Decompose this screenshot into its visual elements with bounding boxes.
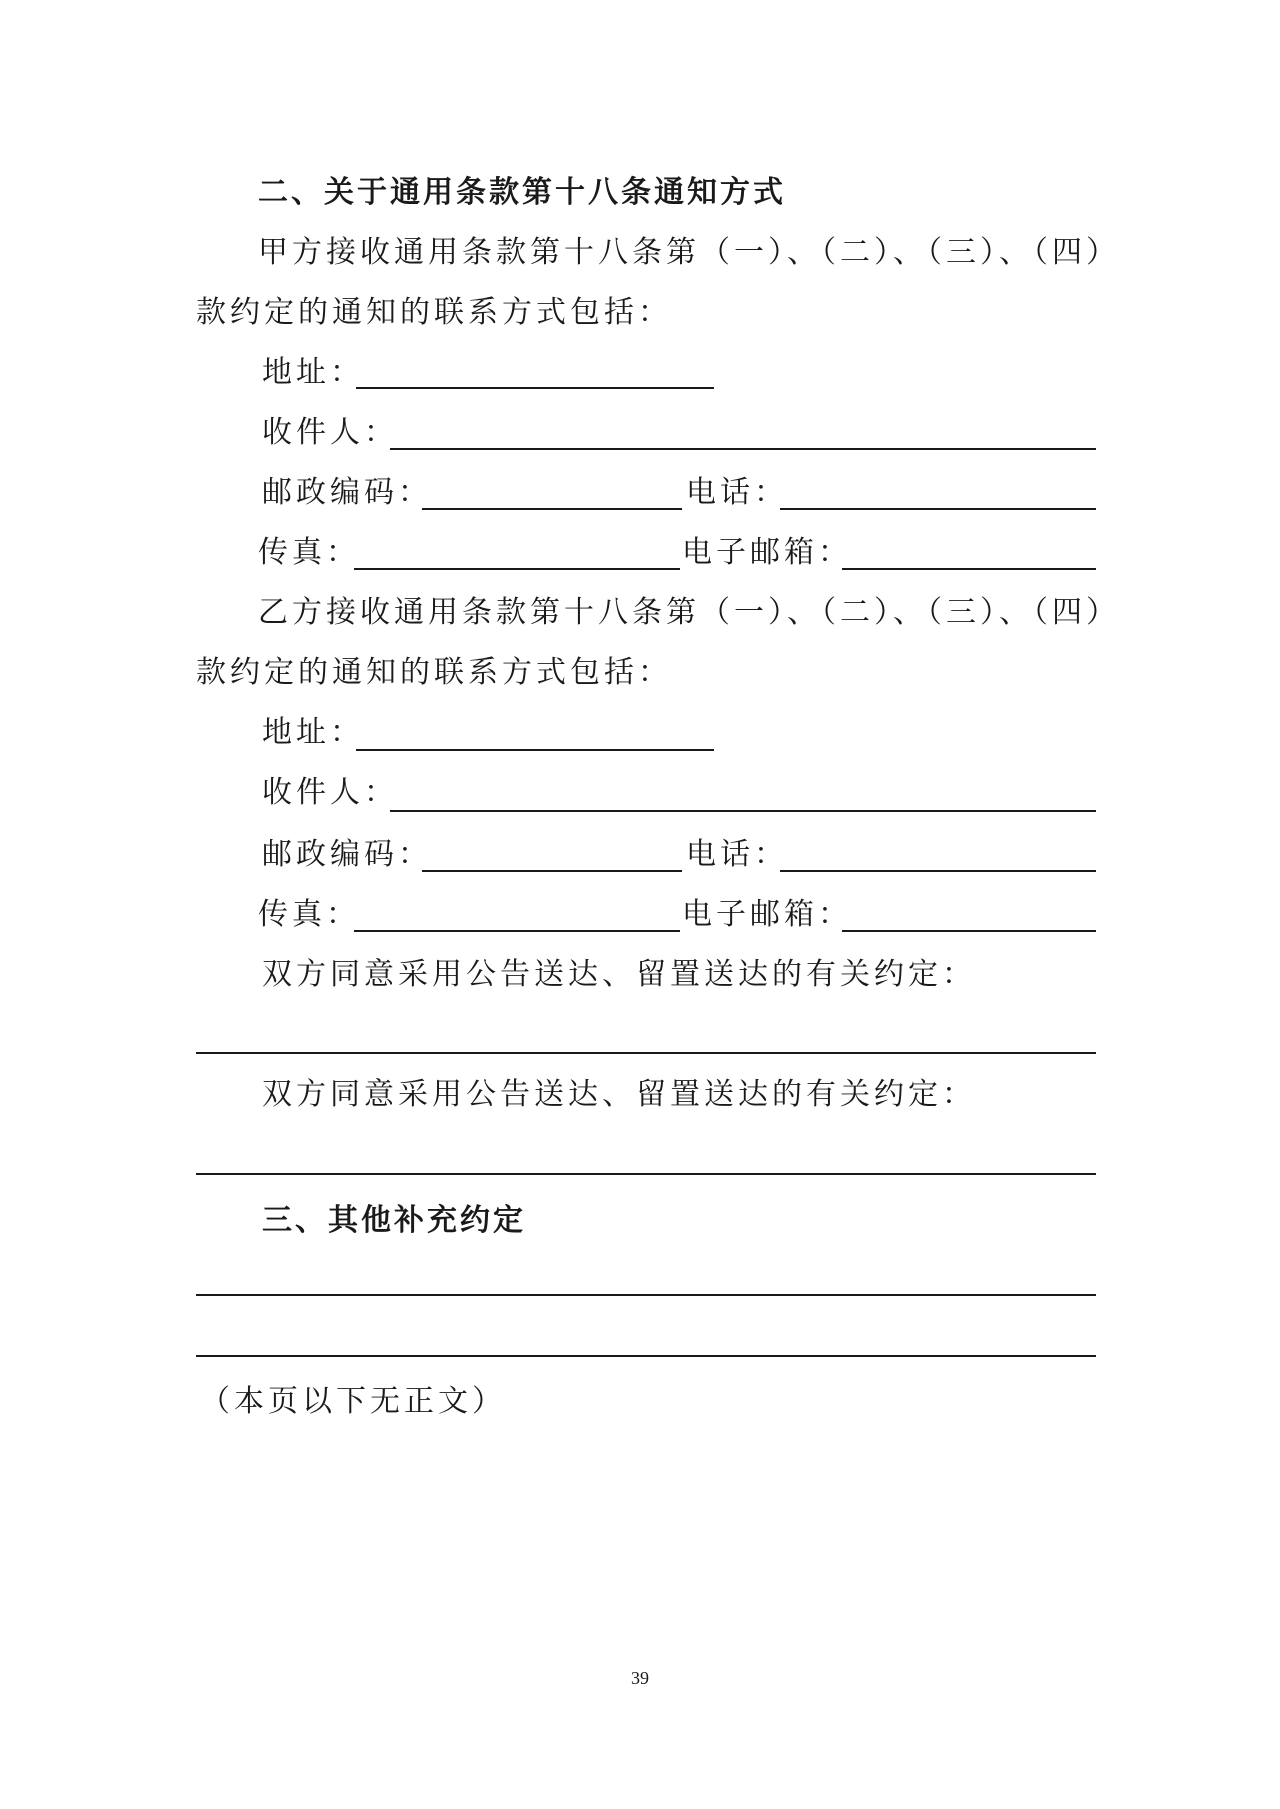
party-a-fax-label: 传真： <box>258 535 360 570</box>
party-a-recipient-field[interactable] <box>390 448 1096 450</box>
party-b-fax-field[interactable] <box>354 930 680 932</box>
party-b-phone-field[interactable] <box>780 870 1096 872</box>
party-b-recipient-field[interactable] <box>390 810 1096 812</box>
party-a-intro-line1: 甲方接收通用条款第十八条第（一）、（二）、（三）、（四） <box>258 235 1120 270</box>
section-heading: 三、其他补充约定 <box>262 1203 526 1238</box>
end-note: （本页以下无正文） <box>200 1384 506 1419</box>
party-a-address-field[interactable] <box>356 387 714 389</box>
party-b-fax-label: 传真： <box>258 897 360 932</box>
party-b-email-field[interactable] <box>842 930 1096 932</box>
section-heading: 二、关于通用条款第十八条通知方式 <box>258 175 786 210</box>
supplementary-field-2[interactable] <box>196 1355 1096 1357</box>
party-a-postcode-field[interactable] <box>422 508 682 510</box>
party-a-recipient-label: 收件人： <box>262 415 398 450</box>
party-b-phone-label: 电话： <box>686 837 788 872</box>
service-agreement-1: 双方同意采用公告送达、留置送达的有关约定： <box>262 957 976 992</box>
party-a-email-label: 电子邮箱： <box>682 535 852 570</box>
service-agreement-2: 双方同意采用公告送达、留置送达的有关约定： <box>262 1077 976 1112</box>
page-number: 39 <box>631 1668 649 1688</box>
party-a-address-label: 地址： <box>262 355 364 390</box>
party-b-postcode-field[interactable] <box>422 870 682 872</box>
party-b-email-label: 电子邮箱： <box>682 897 852 932</box>
service-agreement-2-field[interactable] <box>196 1173 1096 1175</box>
party-a-intro-line2: 款约定的通知的联系方式包括： <box>196 295 672 330</box>
party-a-phone-field[interactable] <box>780 508 1096 510</box>
party-a-email-field[interactable] <box>842 568 1096 570</box>
party-b-address-label: 地址： <box>262 715 364 750</box>
party-a-postcode-label: 邮政编码： <box>262 475 432 510</box>
service-agreement-1-field[interactable] <box>196 1052 1096 1054</box>
party-b-address-field[interactable] <box>356 749 714 751</box>
party-b-recipient-label: 收件人： <box>262 775 398 810</box>
party-b-intro-line2: 款约定的通知的联系方式包括： <box>196 655 672 690</box>
party-b-intro-line1: 乙方接收通用条款第十八条第（一）、（二）、（三）、（四） <box>258 595 1120 630</box>
party-b-postcode-label: 邮政编码： <box>262 837 432 872</box>
party-a-phone-label: 电话： <box>686 475 788 510</box>
supplementary-field-1[interactable] <box>196 1294 1096 1296</box>
party-a-fax-field[interactable] <box>354 568 680 570</box>
